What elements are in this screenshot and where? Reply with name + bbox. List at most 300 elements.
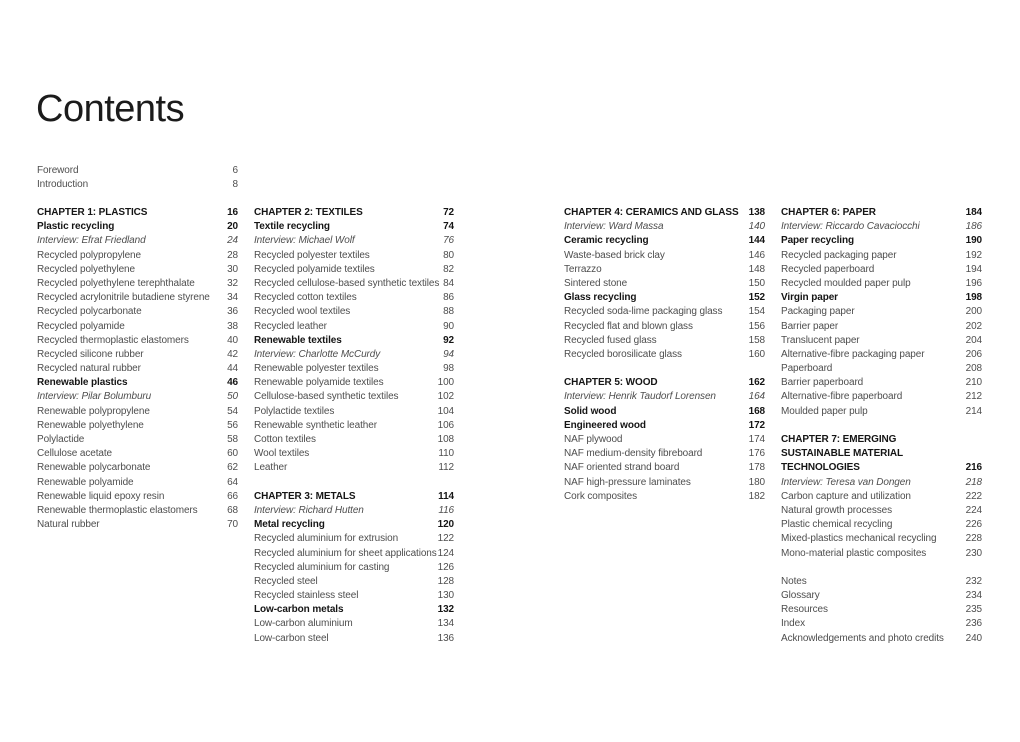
toc-entry bbox=[37, 305, 238, 319]
toc-entry-page-number: 84 bbox=[443, 277, 454, 289]
toc-entry-page-number: 94 bbox=[443, 348, 454, 360]
toc-entry-page-number: 38 bbox=[227, 320, 238, 332]
toc-entry-label: Interview: Richard Hutten bbox=[254, 504, 364, 516]
toc-entry-page-number: 74 bbox=[443, 221, 454, 233]
toc-entry-label: Recycled acrylonitrile butadiene styrene bbox=[37, 292, 210, 304]
toc-entry-page-number: 184 bbox=[965, 207, 982, 218]
toc-entry-label: Renewable polyester textiles bbox=[254, 363, 379, 375]
toc-entry bbox=[254, 234, 454, 248]
toc-entry-page-number: 90 bbox=[443, 320, 454, 332]
toc-entry-label: Virgin paper bbox=[781, 292, 838, 304]
toc-entry bbox=[564, 419, 765, 433]
toc-entry-label: SUSTAINABLE MATERIAL bbox=[781, 448, 904, 460]
toc-entry bbox=[37, 376, 238, 390]
toc-entry-page-number: 28 bbox=[227, 249, 238, 261]
toc-entry-label: Cork composites bbox=[564, 490, 637, 502]
front-matter-list bbox=[37, 164, 238, 192]
toc-entry-page-number: 114 bbox=[438, 490, 454, 502]
toc-entry bbox=[781, 617, 982, 631]
toc-entry bbox=[254, 220, 454, 234]
toc-entry-label: Mono-material plastic composites bbox=[781, 547, 927, 559]
toc-entry-label: CHAPTER 2: TEXTILES bbox=[254, 207, 363, 218]
toc-entry-page-number: 56 bbox=[227, 419, 238, 431]
toc-entry-label: Paper recycling bbox=[781, 235, 854, 247]
toc-entry-page-number: 228 bbox=[965, 533, 982, 545]
toc-entry bbox=[37, 164, 238, 178]
toc-entry-label: Recycled polyester textiles bbox=[254, 249, 370, 261]
toc-entry-page-number: 68 bbox=[227, 504, 238, 516]
toc-entry bbox=[37, 320, 238, 334]
page-title: Contents bbox=[36, 88, 185, 130]
toc-entry-label: Metal recycling bbox=[254, 519, 325, 531]
toc-entry bbox=[254, 547, 454, 561]
toc-entry-label: Interview: Michael Wolf bbox=[254, 235, 355, 247]
toc-entry-page-number: 222 bbox=[965, 490, 982, 502]
toc-entry-page-number: 64 bbox=[227, 476, 238, 488]
toc-entry-page-number: 106 bbox=[437, 419, 454, 431]
toc-entry bbox=[564, 433, 765, 447]
toc-entry bbox=[254, 603, 454, 617]
toc-entry-page-number: 108 bbox=[437, 434, 454, 445]
toc-entry-page-number: 236 bbox=[965, 618, 982, 630]
toc-entry-label: Ceramic recycling bbox=[564, 235, 649, 247]
toc-entry-label: Textile recycling bbox=[254, 221, 330, 233]
toc-entry-label: CHAPTER 7: EMERGING bbox=[781, 434, 897, 445]
toc-entry-label: Moulded paper pulp bbox=[781, 405, 868, 417]
toc-entry-label: CHAPTER 4: CERAMICS AND GLASS bbox=[564, 207, 739, 218]
toc-entry-page-number: 210 bbox=[965, 377, 982, 389]
toc-entry-label: Recycled thermoplastic elastomers bbox=[37, 334, 189, 346]
toc-entry-label: Polylactide textiles bbox=[254, 405, 335, 417]
toc-entry-page-number: 174 bbox=[748, 434, 765, 445]
toc-entry-label: Recycled aluminium for casting bbox=[254, 561, 390, 573]
toc-entry bbox=[781, 291, 982, 305]
toc-entry-page-number: 88 bbox=[443, 306, 454, 318]
toc-entry bbox=[37, 447, 238, 461]
toc-entry-label: Recycled aluminium for sheet applications bbox=[254, 547, 437, 559]
toc-entry-page-number: 20 bbox=[227, 221, 238, 233]
toc-spacer bbox=[254, 476, 454, 490]
toc-entry-page-number: 146 bbox=[748, 249, 765, 261]
toc-entry-page-number: 112 bbox=[438, 462, 454, 474]
toc-entry-page-number: 172 bbox=[748, 419, 765, 431]
toc-entry-page-number: 232 bbox=[965, 575, 982, 587]
toc-entry bbox=[37, 206, 238, 220]
toc-entry-page-number: 235 bbox=[965, 604, 982, 616]
toc-entry-page-number: 182 bbox=[748, 490, 765, 502]
toc-entry-page-number: 32 bbox=[227, 277, 238, 289]
toc-entry bbox=[254, 348, 454, 362]
toc-entry-page-number: 36 bbox=[227, 306, 238, 318]
toc-entry-label: Introduction bbox=[37, 179, 89, 191]
toc-entry-page-number: 154 bbox=[748, 306, 765, 318]
toc-spacer bbox=[564, 362, 765, 376]
toc-entry bbox=[564, 249, 765, 263]
toc-entry bbox=[37, 263, 238, 277]
toc-entry bbox=[781, 263, 982, 277]
toc-entry bbox=[37, 390, 238, 404]
toc-entry-page-number: 54 bbox=[227, 405, 238, 417]
toc-entry-label: Polylactide bbox=[37, 434, 85, 445]
toc-entry bbox=[781, 320, 982, 334]
toc-entry-page-number: 162 bbox=[748, 377, 765, 389]
toc-entry-page-number: 148 bbox=[748, 263, 765, 275]
toc-entry-label: Recycled polyethylene bbox=[37, 263, 135, 275]
toc-entry-label: Index bbox=[781, 618, 805, 630]
toc-entry-label: Interview: Pilar Bolumburu bbox=[37, 391, 152, 403]
toc-entry bbox=[37, 277, 238, 291]
toc-entry bbox=[254, 532, 454, 546]
toc-entry bbox=[37, 234, 238, 248]
toc-entry-label: Recycled polyamide bbox=[37, 320, 125, 332]
toc-entry-label: CHAPTER 1: PLASTICS bbox=[37, 207, 148, 218]
toc-entry bbox=[781, 305, 982, 319]
toc-entry bbox=[781, 206, 982, 220]
toc-entry-page-number: 126 bbox=[437, 561, 454, 573]
toc-entry-page-number: 186 bbox=[965, 221, 982, 233]
toc-entry bbox=[781, 547, 982, 561]
toc-entry-label: Recycled paperboard bbox=[781, 263, 875, 275]
toc-entry-page-number: 120 bbox=[437, 519, 454, 531]
toc-entry-label: Terrazzo bbox=[564, 263, 602, 275]
toc-entry bbox=[37, 461, 238, 475]
toc-entry-label: Recycled cellulose-based synthetic textiles bbox=[254, 277, 440, 289]
toc-entry bbox=[254, 334, 454, 348]
toc-entry bbox=[254, 447, 454, 461]
toc-entry bbox=[781, 376, 982, 390]
toc-entry-page-number: 60 bbox=[227, 448, 238, 460]
toc-entry-label: Renewable polycarbonate bbox=[37, 462, 151, 474]
toc-entry bbox=[781, 348, 982, 362]
toc-entry-label: Mixed-plastics mechanical recycling bbox=[781, 533, 937, 545]
toc-entry-page-number: 198 bbox=[965, 292, 982, 304]
toc-entry bbox=[254, 561, 454, 575]
toc-entry bbox=[781, 334, 982, 348]
toc-entry bbox=[37, 405, 238, 419]
toc-entry-page-number: 216 bbox=[965, 462, 982, 474]
toc-entry-label: Cellulose acetate bbox=[37, 448, 113, 460]
toc-entry-label: Alternative-fibre packaging paper bbox=[781, 348, 925, 360]
toc-entry-label: Natural rubber bbox=[37, 519, 100, 531]
toc-entry-label: Glass recycling bbox=[564, 292, 637, 304]
toc-entry-label: Renewable polyamide textiles bbox=[254, 377, 384, 389]
toc-entry bbox=[781, 277, 982, 291]
toc-entry-page-number: 200 bbox=[965, 306, 982, 318]
toc-entry-page-number: 98 bbox=[443, 363, 454, 375]
toc-entry-page-number: 158 bbox=[748, 334, 765, 346]
toc-entry-label: Renewable textiles bbox=[254, 334, 342, 346]
toc-entry-page-number: 156 bbox=[748, 320, 765, 332]
toc-entry-label: CHAPTER 3: METALS bbox=[254, 490, 356, 502]
toc-entry bbox=[254, 249, 454, 263]
toc-entry bbox=[564, 220, 765, 234]
toc-entry-label: Interview: Riccardo Cavaciocchi bbox=[781, 221, 920, 233]
toc-entry bbox=[254, 504, 454, 518]
toc-entry-page-number: 192 bbox=[965, 249, 982, 261]
toc-column-plastics bbox=[37, 206, 238, 532]
toc-entry bbox=[781, 632, 982, 646]
toc-entry-page-number: 190 bbox=[965, 235, 982, 247]
toc-spacer bbox=[781, 561, 982, 575]
toc-entry-label: Renewable polyamide bbox=[37, 476, 134, 488]
toc-entry-label: Resources bbox=[781, 604, 828, 616]
toc-entry-label: Interview: Teresa van Dongen bbox=[781, 476, 911, 488]
toc-entry-label: Cellulose-based synthetic textiles bbox=[254, 391, 399, 403]
toc-entry-label: Recycled moulded paper pulp bbox=[781, 277, 911, 289]
toc-entry-label: NAF oriented strand board bbox=[564, 462, 680, 474]
toc-entry-label: Recycled borosilicate glass bbox=[564, 348, 682, 360]
toc-entry-label: Engineered wood bbox=[564, 419, 646, 431]
toc-entry bbox=[564, 277, 765, 291]
toc-entry-page-number: 30 bbox=[227, 263, 238, 275]
toc-entry-label: Wool textiles bbox=[254, 448, 310, 460]
toc-entry bbox=[564, 263, 765, 277]
toc-entry-label: Interview: Efrat Friedland bbox=[37, 235, 146, 247]
toc-entry bbox=[564, 390, 765, 404]
toc-entry bbox=[37, 291, 238, 305]
toc-entry bbox=[254, 291, 454, 305]
toc-entry-page-number: 212 bbox=[965, 391, 982, 403]
toc-entry bbox=[781, 504, 982, 518]
toc-column-ceramics-wood bbox=[564, 206, 765, 504]
toc-entry bbox=[781, 518, 982, 532]
toc-entry bbox=[564, 490, 765, 504]
toc-entry bbox=[37, 178, 238, 192]
toc-entry bbox=[254, 390, 454, 404]
toc-entry bbox=[781, 433, 982, 447]
toc-entry-label: Recycled silicone rubber bbox=[37, 348, 144, 360]
toc-entry-page-number: 70 bbox=[227, 519, 238, 531]
toc-entry-label: Waste-based brick clay bbox=[564, 249, 665, 261]
toc-entry-label: Renewable synthetic leather bbox=[254, 419, 377, 431]
toc-entry-label: Interview: Ward Massa bbox=[564, 221, 664, 233]
toc-entry bbox=[37, 504, 238, 518]
toc-entry bbox=[37, 476, 238, 490]
toc-entry-label: NAF plywood bbox=[564, 434, 623, 445]
toc-entry-page-number: 66 bbox=[227, 490, 238, 502]
toc-entry bbox=[781, 575, 982, 589]
toc-entry bbox=[254, 461, 454, 475]
toc-entry-label: Leather bbox=[254, 462, 288, 474]
toc-entry-label: Renewable polyethylene bbox=[37, 419, 144, 431]
toc-entry bbox=[564, 305, 765, 319]
toc-entry-label: Recycled polyethylene terephthalate bbox=[37, 277, 195, 289]
toc-entry bbox=[564, 320, 765, 334]
toc-entry-page-number: 42 bbox=[227, 348, 238, 360]
toc-entry-page-number: 62 bbox=[227, 462, 238, 474]
toc-entry-label: Renewable thermoplastic elastomers bbox=[37, 504, 198, 516]
toc-entry-page-number: 226 bbox=[965, 519, 982, 531]
toc-entry-label: Barrier paperboard bbox=[781, 377, 864, 389]
toc-entry bbox=[37, 334, 238, 348]
toc-entry-label: Recycled polycarbonate bbox=[37, 306, 142, 318]
toc-entry-page-number: 40 bbox=[227, 334, 238, 346]
toc-entry bbox=[781, 532, 982, 546]
toc-entry bbox=[37, 433, 238, 447]
toc-entry bbox=[254, 305, 454, 319]
toc-entry-label: Natural growth processes bbox=[781, 504, 892, 516]
toc-entry-label: TECHNOLOGIES bbox=[781, 462, 860, 474]
toc-entry bbox=[254, 362, 454, 376]
toc-entry-label: Cotton textiles bbox=[254, 434, 316, 445]
toc-entry-label: Low-carbon metals bbox=[254, 604, 344, 616]
toc-entry-label: Plastic recycling bbox=[37, 221, 115, 233]
toc-entry-page-number: 202 bbox=[965, 320, 982, 332]
toc-entry bbox=[564, 291, 765, 305]
toc-entry bbox=[564, 376, 765, 390]
toc-entry-page-number: 224 bbox=[965, 504, 982, 516]
toc-entry-page-number: 72 bbox=[443, 207, 454, 218]
toc-entry-page-number: 138 bbox=[748, 207, 765, 218]
toc-entry bbox=[564, 476, 765, 490]
toc-entry-page-number: 50 bbox=[227, 391, 238, 403]
toc-entry-label: Recycled natural rubber bbox=[37, 363, 141, 375]
toc-entry bbox=[254, 376, 454, 390]
toc-entry-label: NAF medium-density fibreboard bbox=[564, 448, 703, 460]
toc-entry-page-number: 132 bbox=[437, 604, 454, 616]
toc-column-textiles-metals bbox=[254, 206, 454, 646]
toc-entry-label: Recycled packaging paper bbox=[781, 249, 897, 261]
toc-entry-page-number: 144 bbox=[748, 235, 765, 247]
toc-entry bbox=[564, 334, 765, 348]
toc-entry-page-number: 196 bbox=[965, 277, 982, 289]
toc-entry bbox=[781, 362, 982, 376]
toc-entry-label: Acknowledgements and photo credits bbox=[781, 632, 944, 644]
toc-entry-label: Recycled flat and blown glass bbox=[564, 320, 693, 332]
toc-entry-label: Translucent paper bbox=[781, 334, 860, 346]
toc-entry-label: NAF high-pressure laminates bbox=[564, 476, 691, 488]
toc-entry-label: Carbon capture and utilization bbox=[781, 490, 911, 502]
toc-entry-page-number: 102 bbox=[437, 391, 454, 403]
toc-entry bbox=[781, 234, 982, 248]
toc-entry bbox=[37, 419, 238, 433]
toc-entry bbox=[254, 575, 454, 589]
toc-entry-page-number: 100 bbox=[437, 377, 454, 389]
toc-entry bbox=[564, 206, 765, 220]
toc-entry bbox=[254, 632, 454, 646]
toc-entry-page-number: 92 bbox=[443, 334, 454, 346]
toc-entry-page-number: 208 bbox=[965, 363, 982, 375]
toc-entry-label: CHAPTER 6: PAPER bbox=[781, 207, 876, 218]
toc-entry bbox=[254, 419, 454, 433]
toc-entry-page-number: 160 bbox=[748, 348, 765, 360]
toc-entry bbox=[781, 476, 982, 490]
toc-entry-page-number: 76 bbox=[443, 235, 454, 247]
toc-entry bbox=[564, 234, 765, 248]
toc-entry-label: Recycled soda-lime packaging glass bbox=[564, 306, 723, 318]
toc-entry-label: CHAPTER 5: WOOD bbox=[564, 377, 658, 389]
toc-column-paper-emerging bbox=[781, 206, 982, 646]
toc-entry-page-number: 44 bbox=[227, 363, 238, 375]
toc-entry-page-number: 214 bbox=[965, 405, 982, 417]
toc-entry-page-number: 164 bbox=[748, 391, 765, 403]
toc-entry bbox=[564, 405, 765, 419]
toc-entry-label: Low-carbon aluminium bbox=[254, 618, 353, 630]
toc-entry bbox=[254, 405, 454, 419]
toc-entry bbox=[254, 263, 454, 277]
toc-entry bbox=[254, 277, 454, 291]
toc-entry bbox=[37, 348, 238, 362]
toc-entry bbox=[564, 348, 765, 362]
toc-entry-label: Recycled polyamide textiles bbox=[254, 263, 375, 275]
toc-entry-page-number: 204 bbox=[965, 334, 982, 346]
toc-entry-label: Solid wood bbox=[564, 405, 617, 417]
toc-entry-page-number: 178 bbox=[748, 462, 765, 474]
toc-entry bbox=[781, 603, 982, 617]
toc-entry-page-number: 136 bbox=[437, 632, 454, 644]
toc-entry-page-number: 16 bbox=[227, 207, 238, 218]
toc-entry-label: Alternative-fibre paperboard bbox=[781, 391, 903, 403]
toc-entry bbox=[37, 490, 238, 504]
toc-entry bbox=[564, 447, 765, 461]
toc-entry bbox=[781, 405, 982, 419]
toc-entry-label: Recycled stainless steel bbox=[254, 590, 359, 602]
toc-entry-page-number: 8 bbox=[232, 179, 238, 191]
toc-entry-page-number: 34 bbox=[227, 292, 238, 304]
toc-entry bbox=[254, 518, 454, 532]
toc-entry-label: Renewable liquid epoxy resin bbox=[37, 490, 165, 502]
toc-entry bbox=[254, 617, 454, 631]
toc-entry-page-number: 180 bbox=[748, 476, 765, 488]
toc-entry-page-number: 230 bbox=[965, 547, 982, 559]
toc-entry-page-number: 122 bbox=[437, 533, 454, 545]
toc-entry-page-number: 82 bbox=[443, 263, 454, 275]
toc-entry-page-number: 6 bbox=[232, 165, 238, 176]
toc-entry bbox=[781, 390, 982, 404]
toc-entry-label: Foreword bbox=[37, 165, 79, 176]
toc-entry bbox=[254, 589, 454, 603]
toc-entry bbox=[781, 490, 982, 504]
toc-entry-page-number: 234 bbox=[965, 590, 982, 602]
toc-entry-page-number: 128 bbox=[437, 575, 454, 587]
toc-entry-page-number: 86 bbox=[443, 292, 454, 304]
toc-entry bbox=[781, 249, 982, 263]
toc-entry-label: Recycled steel bbox=[254, 575, 318, 587]
toc-entry-page-number: 150 bbox=[748, 277, 765, 289]
toc-entry-page-number: 218 bbox=[965, 476, 982, 488]
toc-entry-label: Recycled aluminium for extrusion bbox=[254, 533, 399, 545]
toc-entry bbox=[37, 362, 238, 376]
toc-entry-label: Recycled fused glass bbox=[564, 334, 657, 346]
toc-entry bbox=[781, 589, 982, 603]
toc-entry-label: Paperboard bbox=[781, 363, 833, 375]
toc-entry-label: Barrier paper bbox=[781, 320, 839, 332]
toc-entry bbox=[564, 461, 765, 475]
toc-entry-label: Glossary bbox=[781, 590, 820, 602]
toc-entry bbox=[781, 220, 982, 234]
toc-entry-page-number: 152 bbox=[748, 292, 765, 304]
toc-entry bbox=[781, 447, 982, 461]
toc-entry-page-number: 206 bbox=[965, 348, 982, 360]
toc-entry-page-number: 24 bbox=[227, 235, 238, 247]
toc-entry-page-number: 176 bbox=[748, 448, 765, 460]
toc-entry-page-number: 194 bbox=[965, 263, 982, 275]
toc-entry-page-number: 168 bbox=[748, 405, 765, 417]
toc-entry-label: Renewable plastics bbox=[37, 377, 128, 389]
toc-entry bbox=[781, 461, 982, 475]
toc-entry-label: Low-carbon steel bbox=[254, 632, 329, 644]
toc-entry-page-number: 140 bbox=[748, 221, 765, 233]
toc-entry-page-number: 116 bbox=[438, 504, 454, 516]
toc-entry-page-number: 134 bbox=[437, 618, 454, 630]
toc-entry bbox=[37, 518, 238, 532]
toc-entry-page-number: 110 bbox=[438, 448, 454, 460]
toc-entry bbox=[37, 220, 238, 234]
toc-entry-label: Packaging paper bbox=[781, 306, 855, 318]
toc-entry-label: Recycled polypropylene bbox=[37, 249, 141, 261]
toc-spacer bbox=[781, 419, 982, 433]
toc-entry-page-number: 46 bbox=[227, 377, 238, 389]
